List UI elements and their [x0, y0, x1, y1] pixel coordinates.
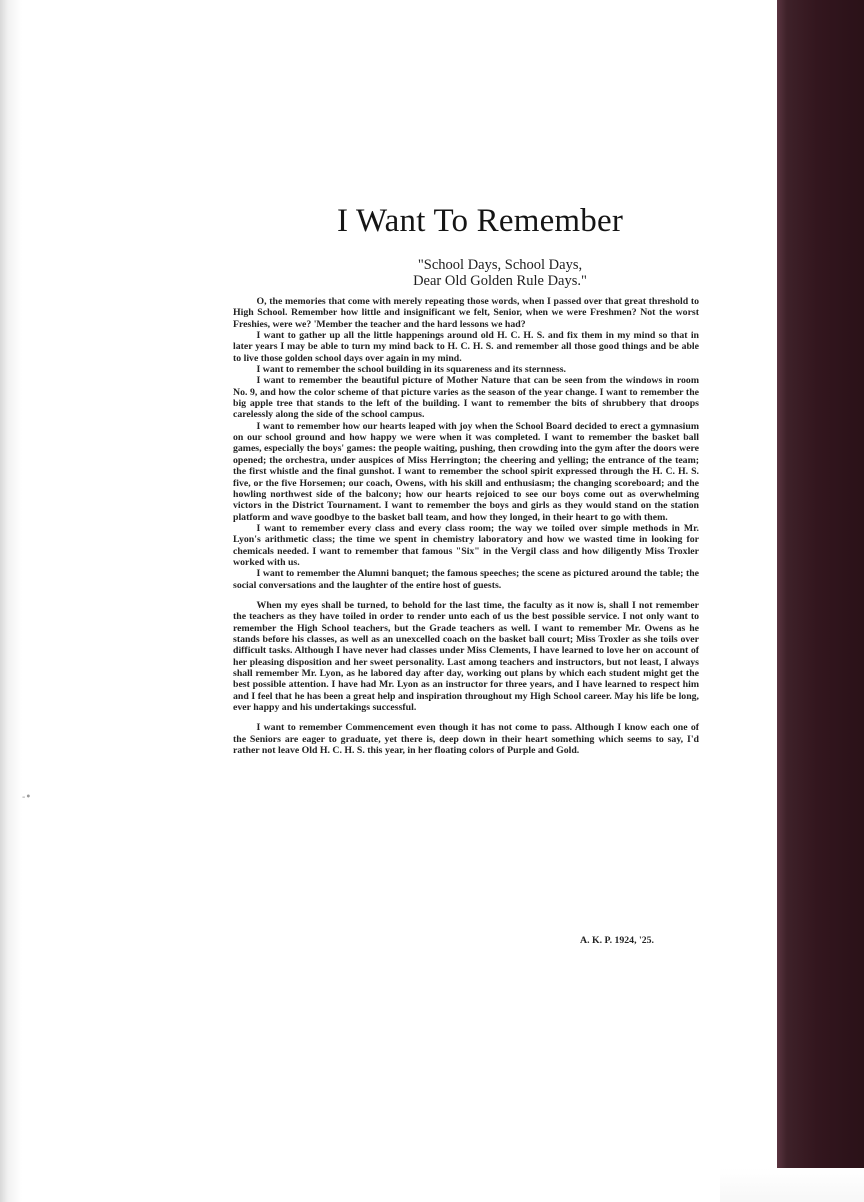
book-spine	[777, 0, 864, 1202]
page-title: I Want To Remember	[336, 203, 624, 239]
paragraph: I want to gather up all the little happenings around old H. C. H. S. and fix them in my mind so that in later years I may be able to turn my mind back to H. C. H. S. and remember all those good things and be able to live those golden school days over again in my mind.	[233, 330, 699, 364]
epigraph-line-2: Dear Old Golden Rule Days."	[413, 273, 587, 289]
paragraph: I want to remember how our hearts leaped with joy when the School Board decided to erect a gymnasium on our school ground and how happy we were when it was completed. I want to remember the basket ball games, especially the boys' games: the people waiting, pushing, then crowding into the gym after the doors were opened; the orchestra, under auspices of Miss Herrington; the cheering and yelling; the entrance of the team; the first whistle and the final gunshot. I want to remember the school spirit expressed through the H. C. H. S. five, or the five Horsemen; our coach, Owens, with his skill and enthusiasm; the changing scoreboard; and the howling northwest side of the balcony; how our hearts rejoiced to see our boys come out as overwhelming victors in the District Tournament. I want to remember the boys and girls as they would stand on the station platform and wave goodbye to the basket ball team, and how they longed, in their heart to go with them.	[233, 420, 699, 523]
paragraph: I want to remember the Alumni banquet; the famous speeches; the scene as pictured around the table; the social conversations and the laughter of the entire host of guests.	[233, 568, 699, 591]
epigraph	[340, 257, 660, 289]
paragraph: I want to remember every class and every class room; the way we toiled over simple methods in Mr. Lyon's arithmetic class; the time we spent in chemistry laboratory and how we wasted time in looking for chemicals needed. I want to remember that famous "Six" in the Vergil class and how diligently Miss Troxler worked with us.	[233, 522, 699, 568]
page-left-edge	[0, 0, 22, 1202]
margin-mark: -•	[22, 792, 32, 803]
table-surface	[720, 1168, 864, 1202]
article-body	[233, 296, 699, 756]
epigraph-line-1: "School Days, School Days,	[417, 257, 583, 273]
paragraph: I want to remember Commencement even though it has not come to pass. Although I know each one of the Seniors are eager to graduate, yet there is, deep down in their heart something which seems to say, I'd rather not leave Old H. C. H. S. this year, in her floating colors of Purple and Gold.	[233, 722, 699, 757]
paragraph: I want to remember the school building in its squareness and its sternness.	[256, 364, 566, 376]
author-signature: A. K. P. 1924, '25.	[580, 935, 654, 946]
paragraph: O, the memories that come with merely repeating those words, when I passed over that great threshold to High School. Remember how little and insignificant we felt, Senior, when we were Freshmen? Not the worst Freshies, were we? 'Member the teacher and the hard lessons we had?	[233, 296, 699, 330]
paragraph: When my eyes shall be turned, to behold for the last time, the faculty as it now is, shall I not remember the teachers as they have toiled in order to render unto each of us the best possible service. I not only want to remember the High School teachers, but the Grade teachers as well. I want to remember Mr. Owens as he stands before his classes, as well as an unexcelled coach on the basket ball court; Miss Troxler as she toils over difficult tasks. Although I have never had classes under Miss Clements, I have learned to love her on account of her pleasing disposition and her sweet personality. Last among teachers and instructors, but not least, I always shall remember Mr. Lyon, as he labored day after day, working out plans by which each student might get the best possible attention. I have had Mr. Lyon as an instructor for three years, and I have learned to respect him and I feel that he has been a great help and inspiration throughout my High School career. May his life be long, ever happy and his undertakings successful.	[233, 599, 699, 714]
paragraph: I want to remember the beautiful picture of Mother Nature that can be seen from the windows in room No. 9, and how the color scheme of that picture varies as the season of the year change. I want to remember the big apple tree that stands to the left of the building. I want to remember the bits of shrubbery that droops carelessly along the side of the school campus.	[233, 375, 699, 421]
